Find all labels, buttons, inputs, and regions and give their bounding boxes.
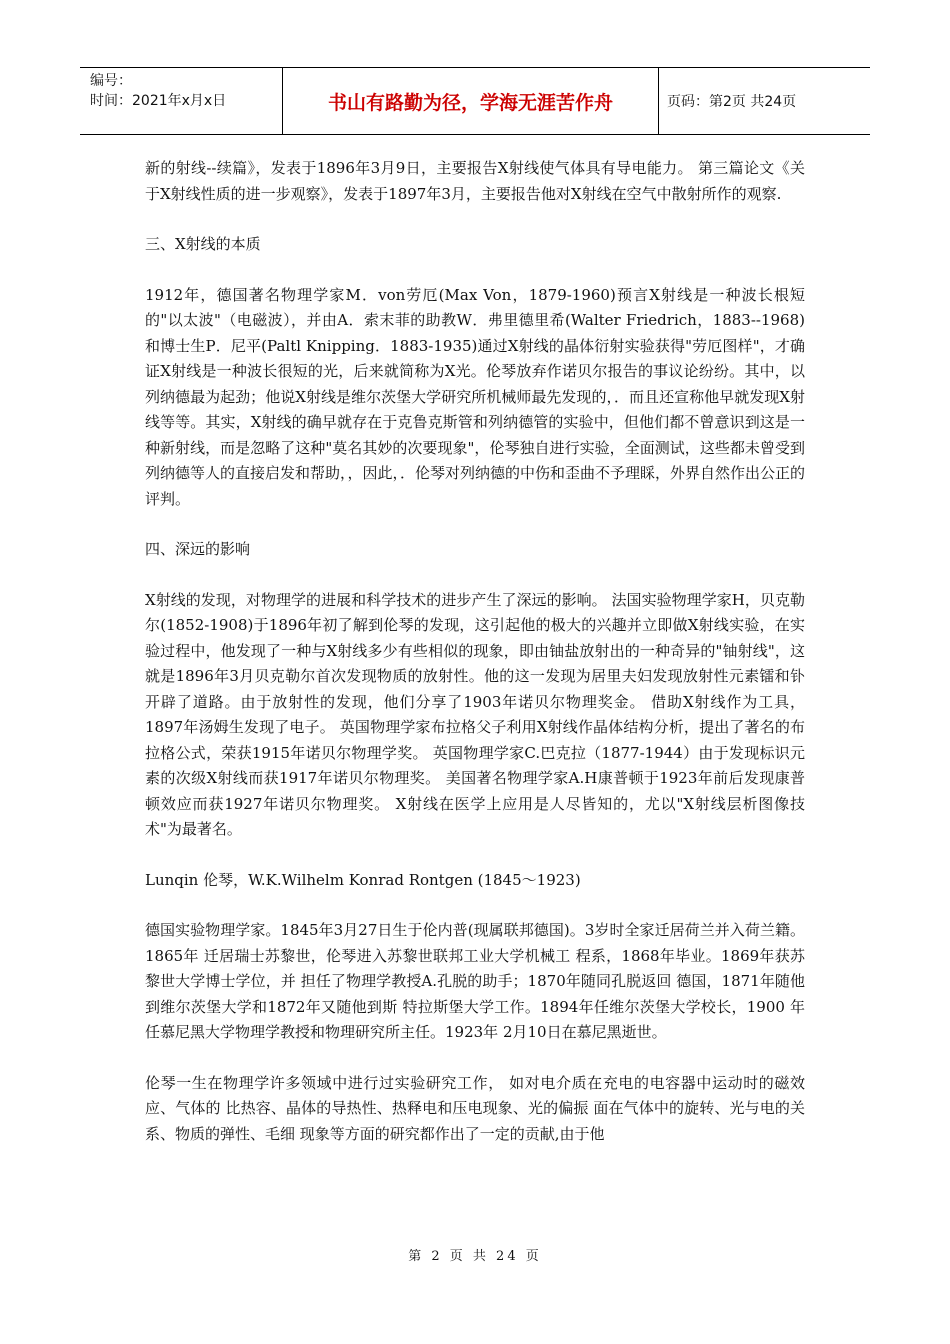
biography-heading: Lunqin 伦琴，W.K.Wilhelm Konrad Rontgen (1845～1923)	[145, 870, 581, 889]
paragraph-nature: 1912年，德国著名物理学家M．von劳厄(Max Von，1879-1960)预言X射线是一种波长根短的"以太波"（电磁波），并由A．索末菲的助教W．弗里德里希(Walter Friedrich，1883--1968)和博士生P．尼平(Paltl Knipping．1883-1935)通过X射线的晶体衍射实验获得"劳厄图样"，才确证X射线是一种波长很短的光，后来就简称为X光。伦琴放弃作诺贝尔报告的事议论纷纷。其中，以列纳德最为起劲；他说X射线是维尔茨堡大学研究所机械师最先发现的，．而且还宣称他早就发现X射线等等。其实，X射线的确早就存在于克鲁克斯管和列纳德管的实验中，但他们都不曾意识到这是一种新射线，而是忽略了这种"莫名其妙的次要现象"，伦琴独自进行实验，全面测试，这些都未曾受到列纳德等人的直接启发和帮助，，因此，．伦琴对列纳德的中伤和歪曲不予理睬，外界自然作出公正的评判。	[145, 285, 806, 508]
section-heading-nature: 三、X射线的本质	[145, 235, 261, 253]
document-date: 时间：2021年x月x日	[90, 93, 227, 109]
paragraph-biography: 德国实验物理学家。1845年3月27日生于伦内普(现属联邦德国)。3岁时全家迁居荷兰并入荷兰籍。1865年 迁居瑞士苏黎世，伦琴进入苏黎世联邦工业大学机械工 程系，1868年毕业。1869年获苏黎世大学博士学位，并 担任了物理学教授A.孔脱的助手；1870年随同孔脱返回 德国，1871年随他到维尔茨堡大学和1872年又随他到斯 特拉斯堡大学工作。1894年任维尔茨堡大学校长，1900 年任慕尼黑大学物理学教授和物理研究所主任。1923年 2月10日在慕尼黑逝世。	[145, 921, 805, 1041]
document-body	[145, 156, 805, 1147]
paragraph-continuation: 新的射线--续篇》，发表于1896年3月9日，主要报告X射线使气体具有导电能力。 第三篇论文《关于X射线性质的进一步观察》，发表于1897年3月，主要报告他对X射线在空气中散射所作的观察.	[145, 159, 805, 203]
header-meta	[80, 68, 283, 134]
page-footer: 第 2 页 共 24 页	[408, 1249, 542, 1264]
header-page-info: 页码：第2页 共24页	[667, 94, 797, 110]
paragraph-impact: X射线的发现，对物理学的进展和科学技术的进步产生了深远的影响。 法国实验物理学家H，贝克勒尔(1852-1908)于1896年初了解到伦琴的发现，这引起他的极大的兴趣并立即做X射线实验，在实验过程中，他发现了一种与X射线多少有些相似的现象，即由铀盐放射出的一种奇异的"铀射线"，这就是1896年3月贝克勒尔首次发现物质的放射性。他的这一发现为居里夫妇发现放射性元素镭和钋开辟了道路。由于放射性的发现，他们分享了1903年诺贝尔物理奖金。 借助X射线作为工具，1897年汤姆生发现了电子。 英国物理学家布拉格父子利用X射线作晶体结构分析，提出了著名的布拉格公式，荣获1915年诺贝尔物理学奖。 英国物理学家C.巴克拉（1877-1944）由于发现标识元素的次级X射线而获1917年诺贝尔物理奖。 美国著名物理学家A.H康普顿于1923年前后发现康普顿效应而获1927年诺贝尔物理奖。 X射线在医学上应用是人尽皆知的，尤以"X射线层析图像技术"为最著名。	[145, 590, 805, 838]
document-number-label: 编号：	[90, 73, 132, 89]
paragraph-research: 伦琴一生在物理学许多领域中进行过实验研究工作， 如对电介质在充电的电容器中运动时的磁效应、气体的 比热容、晶体的导热性、热释电和压电现象、光的偏振 面在气体中的旋转、光与电的关系、物质的弹性、毛细 现象等方面的研究都作出了一定的贡献,由于他	[145, 1073, 805, 1143]
section-heading-impact: 四、深远的影响	[145, 540, 251, 558]
page-header	[80, 67, 870, 135]
header-motto: 书山有路勤为径，学海无涯苦作舟	[283, 68, 659, 134]
